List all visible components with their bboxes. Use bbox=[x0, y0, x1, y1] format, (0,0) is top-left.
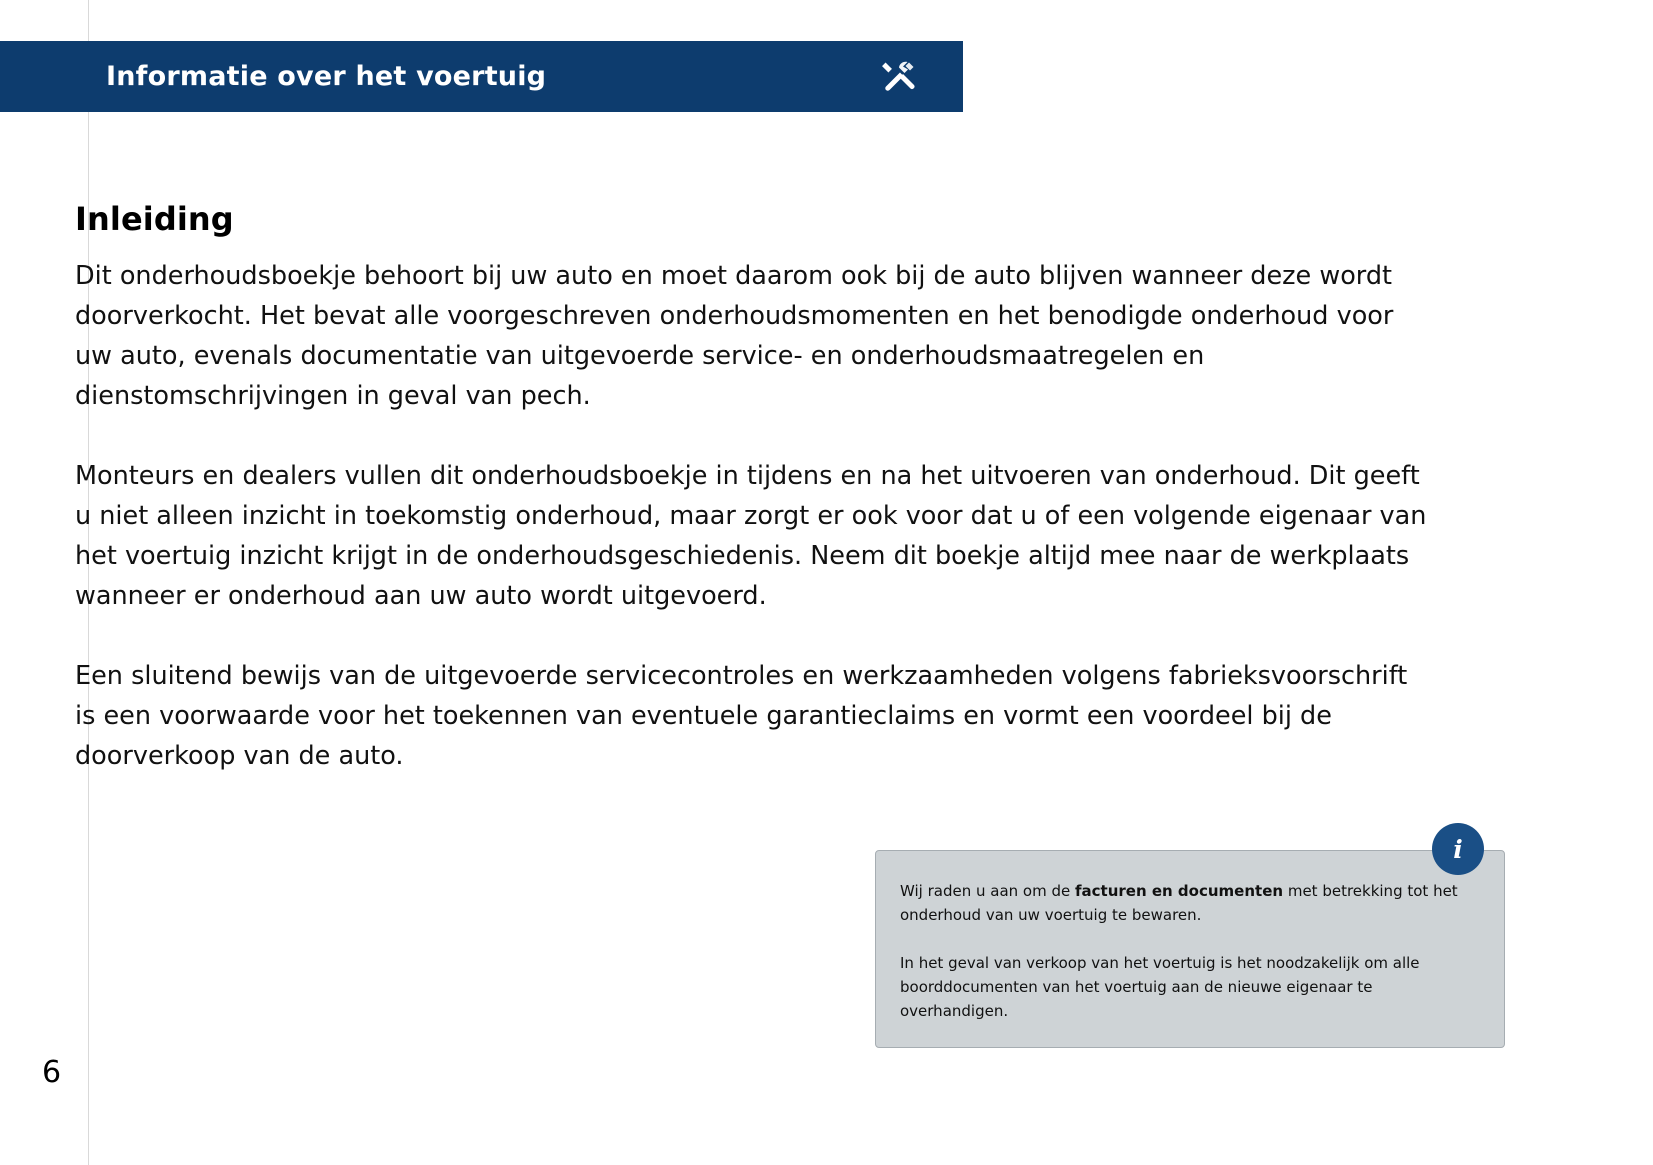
page-title: Informatie over het voertuig bbox=[106, 61, 547, 92]
page-header-bar bbox=[0, 41, 963, 112]
info-note-line-1 bbox=[900, 879, 1480, 927]
paragraph-3: Een sluitend bewijs van de uitgevoerde servicecontroles en werkzaamheden volgens fabrieksvoorschrift is een voorwaarde voor het toekennen van eventuele garantieclaims en vormt een voordeel bij de doorverkoop van de auto. bbox=[75, 661, 1408, 771]
info-badge: i bbox=[1432, 823, 1484, 875]
info-note-box bbox=[875, 834, 1505, 1048]
section-title: Inleiding bbox=[75, 200, 234, 238]
paragraph-2: Monteurs en dealers vullen dit onderhoudsboekje in tijdens en na het uitvoeren van onderhoud. Dit geeft u niet alleen inzicht in toekomstig onderhoud, maar zorgt er ook voor dat u of een volgende eigenaar van het voertuig inzicht krijgt in de onderhoudsgeschiedenis. Neem dit boekje altijd mee naar de werkplaats wanneer er onderhoud aan uw auto wordt uitgevoerd. bbox=[75, 461, 1427, 611]
info-note-text-after: met betrekking tot het onderhoud van uw voertuig te bewaren. bbox=[900, 882, 1458, 924]
info-note-line-2: In het geval van verkoop van het voertuig is het noodzakelijk om alle boorddocumenten van het voertuig aan de nieuwe eigenaar te overhandigen. bbox=[900, 954, 1420, 1020]
main-content bbox=[75, 200, 1445, 776]
paragraph-1: Dit onderhoudsboekje behoort bij uw auto en moet daarom ook bij de auto blijven wanneer deze wordt doorverkocht. Het bevat alle voorgeschreven onderhoudsmomenten en het benodigde onderhoud voor uw auto, evenals documentatie van uitgevoerde service- en onderhoudsmaatregelen en dienstomschrijvingen in geval van pech. bbox=[75, 261, 1394, 411]
info-note-text-before: Wij raden u aan om de bbox=[900, 882, 1075, 900]
info-note bbox=[875, 834, 1505, 1048]
page-number: 6 bbox=[42, 1055, 62, 1090]
info-note-text-bold: facturen en documenten bbox=[1075, 882, 1284, 900]
tools-icon bbox=[879, 57, 919, 97]
